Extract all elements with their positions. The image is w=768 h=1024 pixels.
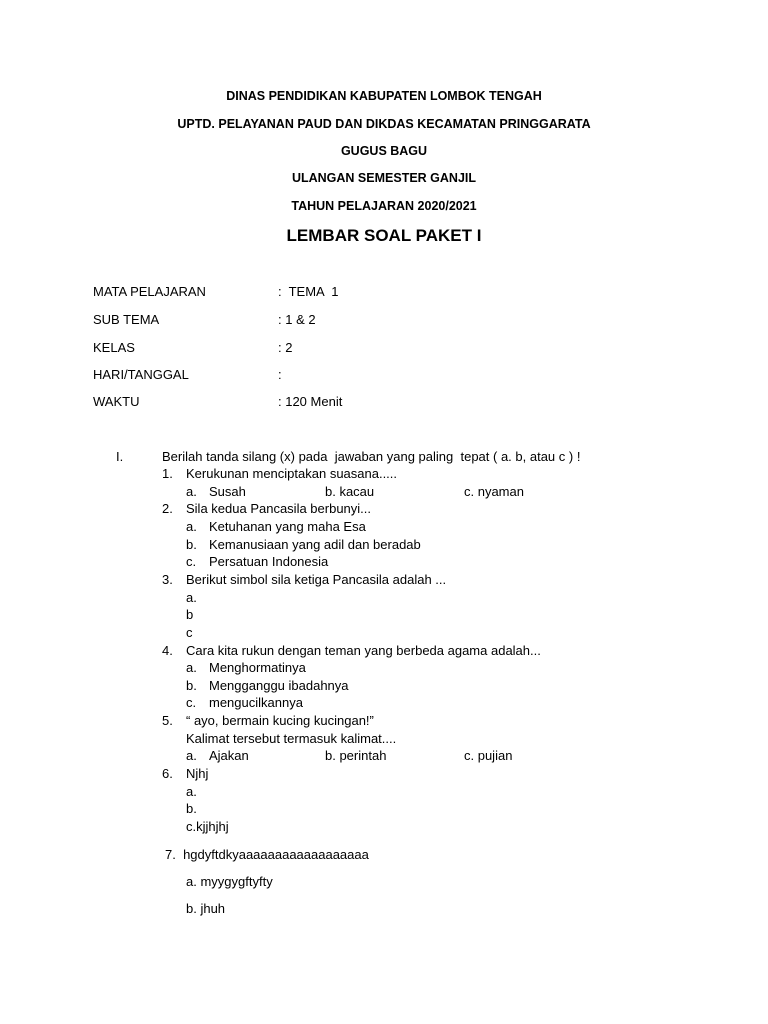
question-number: 3. xyxy=(162,572,173,587)
option-text: Susah xyxy=(209,484,246,499)
question-number: 4. xyxy=(162,643,173,658)
info-label: SUB TEMA xyxy=(93,312,160,327)
option-letter: a. xyxy=(186,660,197,675)
option-letter: a. xyxy=(186,484,197,499)
option-text: mengucilkannya xyxy=(209,695,303,710)
option-letter: a. xyxy=(186,748,197,763)
question-text: Cara kita rukun dengan teman yang berbeda agama adalah... xyxy=(186,643,541,658)
question-number: 6. xyxy=(162,766,173,781)
info-value: : xyxy=(278,367,282,382)
option-text: Menghormatinya xyxy=(209,660,306,675)
info-label: HARI/TANGGAL xyxy=(93,367,189,382)
option-letter: c xyxy=(186,625,193,640)
question-text: Sila kedua Pancasila berbunyi... xyxy=(186,501,372,516)
option-text: Persatuan Indonesia xyxy=(209,554,329,569)
option-text: Kemanusiaan yang adil dan beradab xyxy=(209,537,421,552)
header-unit: UPTD. PELAYANAN PAUD DAN DIKDAS KECAMATAN PRINGGARATA xyxy=(177,117,591,131)
info-row-subtheme xyxy=(93,311,693,329)
info-row-date xyxy=(93,366,693,384)
info-label: WAKTU xyxy=(93,394,140,409)
question-text: Kerukunan menciptakan suasana..... xyxy=(186,466,398,481)
option-letter: c. xyxy=(186,554,197,569)
option-letter: b. xyxy=(186,801,197,816)
header-cluster: GUGUS BAGU xyxy=(340,144,428,158)
option-text: b. jhuh xyxy=(186,901,226,916)
option-letter: a. xyxy=(186,784,197,799)
question-text: 7. hgdyftdkyaaaaaaaaaaaaaaaaaa xyxy=(165,847,369,862)
option-text: c. pujian xyxy=(464,748,513,763)
option-text: c. nyaman xyxy=(464,484,524,499)
info-value: : TEMA 1 xyxy=(278,284,339,299)
header-agency: DINAS PENDIDIKAN KABUPATEN LOMBOK TENGAH xyxy=(226,89,542,103)
option-letter: a. xyxy=(186,590,197,605)
info-value: : 120 Menit xyxy=(278,394,343,409)
section-instruction: Berilah tanda silang (x) pada jawaban yang paling tepat ( a. b, atau c ) ! xyxy=(162,449,581,464)
question-number: 2. xyxy=(162,501,173,516)
section-number: I. xyxy=(116,449,124,464)
question-number: 1. xyxy=(162,466,173,481)
info-value: : 2 xyxy=(278,340,293,355)
info-value: : 1 & 2 xyxy=(278,312,316,327)
option-text: Mengganggu ibadahnya xyxy=(209,678,349,693)
option-text: b. kacau xyxy=(325,484,375,499)
option-text: b. perintah xyxy=(325,748,387,763)
question-text: Berikut simbol sila ketiga Pancasila adalah ... xyxy=(186,572,447,587)
option-text: c.kjjhjhj xyxy=(186,819,229,834)
info-label: KELAS xyxy=(93,340,135,355)
info-row-duration xyxy=(93,393,693,411)
option-letter: a. xyxy=(186,519,197,534)
info-row-subject xyxy=(93,283,693,301)
option-letter: b. xyxy=(186,537,197,552)
option-letter: b xyxy=(186,607,194,622)
option-text: Ajakan xyxy=(209,748,249,763)
option-text: a. myygygftyfty xyxy=(186,874,273,889)
info-label: MATA PELAJARAN xyxy=(93,284,206,299)
header-year: TAHUN PELAJARAN 2020/2021 xyxy=(291,199,477,213)
header-exam: ULANGAN SEMESTER GANJIL xyxy=(291,171,477,185)
option-letter: b. xyxy=(186,678,197,693)
option-letter: c. xyxy=(186,695,197,710)
document-title: LEMBAR SOAL PAKET I xyxy=(286,226,482,245)
question-text: Njhj xyxy=(186,766,209,781)
info-row-class xyxy=(93,339,693,357)
question-text: “ ayo, bermain kucing kucingan!” xyxy=(186,713,374,728)
question-number: 5. xyxy=(162,713,173,728)
question-text: Kalimat tersebut termasuk kalimat.... xyxy=(186,731,397,746)
option-text: Ketuhanan yang maha Esa xyxy=(209,519,366,534)
